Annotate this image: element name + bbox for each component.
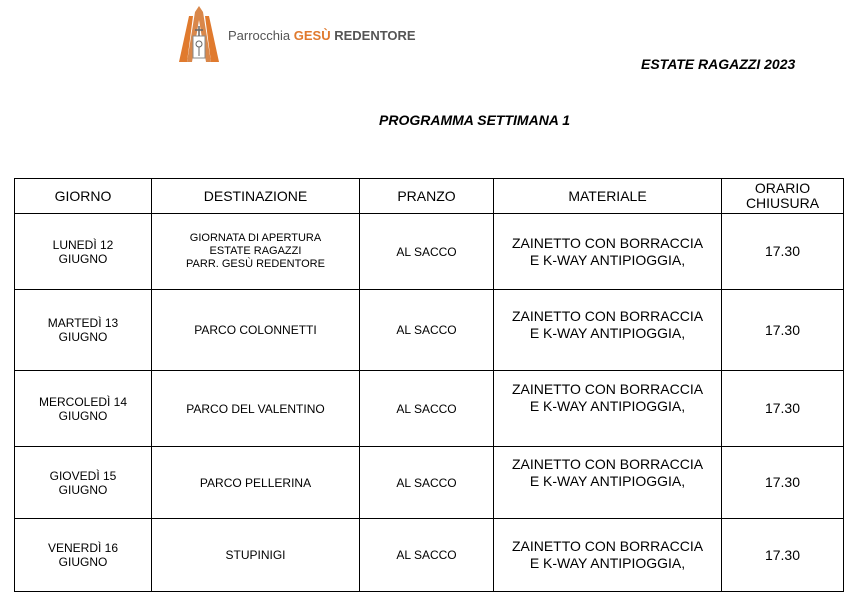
header-row: [15, 179, 844, 214]
parish-name-suffix: REDENTORE: [330, 28, 416, 43]
cell-giorno-text: MARTEDÌ 13 GIUGNO: [47, 316, 119, 344]
church-logo-icon: [175, 6, 223, 64]
cell-materiale: [494, 447, 722, 519]
header-materiale: MATERIALE: [494, 179, 722, 214]
cell-pranzo: AL SACCO: [360, 447, 494, 519]
cell-materiale-text: ZAINETTO CON BORRACCIA E K-WAY ANTIPIOGGIA,: [511, 456, 704, 489]
parish-name-accent: GESÙ: [293, 28, 331, 43]
cell-materiale: [494, 214, 722, 290]
cell-orario: 17.30: [722, 519, 844, 592]
cell-pranzo: AL SACCO: [360, 519, 494, 592]
header-orario-label: ORARIO CHIUSURA: [745, 180, 820, 211]
header-pranzo: PRANZO: [360, 179, 494, 214]
cell-pranzo: AL SACCO: [360, 371, 494, 447]
schedule-table: [14, 178, 844, 592]
cell-materiale: [494, 371, 722, 447]
cell-materiale-text: ZAINETTO CON BORRACCIA E K-WAY ANTIPIOGGIA,: [511, 538, 704, 571]
parish-name: [228, 28, 416, 43]
table-row: [15, 371, 844, 447]
cell-giorno: [15, 290, 152, 371]
cell-orario: 17.30: [722, 371, 844, 447]
cell-materiale-text: ZAINETTO CON BORRACCIA E K-WAY ANTIPIOGGIA,: [511, 381, 704, 414]
cell-giorno-text: MERCOLEDÌ 14 GIUGNO: [38, 394, 128, 423]
cell-giorno-text: GIOVEDÌ 15 GIUGNO: [49, 468, 117, 497]
cell-orario: 17.30: [722, 290, 844, 371]
table-row: [15, 519, 844, 592]
cell-materiale: [494, 519, 722, 592]
cell-giorno-text: VENERDÌ 16 GIUGNO: [47, 541, 119, 569]
cell-pranzo: AL SACCO: [360, 290, 494, 371]
cell-materiale-text: ZAINETTO CON BORRACCIA E K-WAY ANTIPIOGGIA,: [511, 234, 704, 268]
header-destinazione: DESTINAZIONE: [152, 179, 360, 214]
cell-giorno-text: LUNEDÌ 12 GIUGNO: [52, 237, 114, 266]
cell-giorno: [15, 519, 152, 592]
program-title: PROGRAMMA SETTIMANA 1: [379, 112, 571, 128]
cell-materiale: [494, 290, 722, 371]
cell-giorno: [15, 214, 152, 290]
cell-giorno: [15, 447, 152, 519]
cell-destinazione-text: GIORNATA DI APERTURA ESTATE RAGAZZI PARR. GESÙ REDENTORE: [186, 232, 325, 270]
cell-destinazione: [152, 214, 360, 290]
summer-title: ESTATE RAGAZZI 2023: [641, 56, 796, 72]
header-giorno: GIORNO: [15, 179, 152, 214]
cell-giorno: [15, 371, 152, 447]
cell-pranzo: AL SACCO: [360, 214, 494, 290]
cell-destinazione: PARCO COLONNETTI: [152, 290, 360, 371]
cell-destinazione: STUPINIGI: [152, 519, 360, 592]
table-row: [15, 290, 844, 371]
cell-materiale-text: ZAINETTO CON BORRACCIA E K-WAY ANTIPIOGGIA,: [511, 308, 704, 341]
parish-name-prefix: Parrocchia: [228, 28, 294, 43]
cell-orario: 17.30: [722, 447, 844, 519]
header-orario: [722, 179, 844, 214]
table-row: [15, 447, 844, 519]
table-row: [15, 214, 844, 290]
cell-orario: 17.30: [722, 214, 844, 290]
cell-destinazione: PARCO PELLERINA: [152, 447, 360, 519]
cell-destinazione: PARCO DEL VALENTINO: [152, 371, 360, 447]
